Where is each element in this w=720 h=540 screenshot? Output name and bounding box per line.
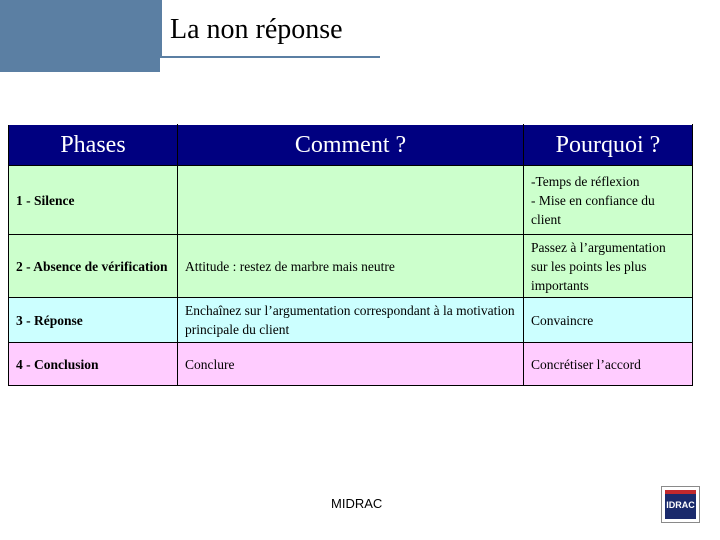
header-decoration-line <box>160 0 162 58</box>
header-comment: Comment ? <box>178 125 524 166</box>
phases-table <box>8 124 693 386</box>
pourquoi-cell: Concrétiser l’accord <box>524 343 693 386</box>
table-row <box>9 166 693 235</box>
logo-accent-bar <box>665 490 696 494</box>
phase-cell: 2 - Absence de vérification <box>9 235 178 298</box>
phase-cell: 4 - Conclusion <box>9 343 178 386</box>
header-decoration-square <box>140 58 154 72</box>
logo-text: IDRAC <box>665 490 696 519</box>
comment-cell: Enchaînez sur l’argumentation correspondant à la motivation principale du client <box>178 298 524 343</box>
table-row <box>9 343 693 386</box>
header-phases: Phases <box>9 125 178 166</box>
phase-cell: 3 - Réponse <box>9 298 178 343</box>
comment-cell <box>178 166 524 235</box>
pourquoi-cell: Convaincre <box>524 298 693 343</box>
pourquoi-line: - Mise en confiance du client <box>531 192 655 227</box>
slide-title: La non réponse <box>170 14 343 45</box>
pourquoi-cell: Passez à l’argumentation sur les points les plus importants <box>524 235 693 298</box>
table-row <box>9 235 693 298</box>
comment-cell: Attitude : restez de marbre mais neutre <box>178 235 524 298</box>
pourquoi-line: -Temps de réflexion <box>531 173 640 189</box>
header-decoration-square <box>120 58 134 72</box>
phase-cell: 1 - Silence <box>9 166 178 235</box>
header-decoration-block <box>0 0 160 72</box>
comment-cell: Conclure <box>178 343 524 386</box>
table-header-row <box>9 125 693 166</box>
idrac-logo <box>661 486 700 523</box>
table-row <box>9 298 693 343</box>
pourquoi-cell <box>524 166 693 235</box>
header-decoration-square <box>100 58 114 72</box>
header-decoration-underline <box>160 56 380 58</box>
footer-text: MIDRAC <box>331 496 383 511</box>
header-pourquoi: Pourquoi ? <box>524 125 693 166</box>
